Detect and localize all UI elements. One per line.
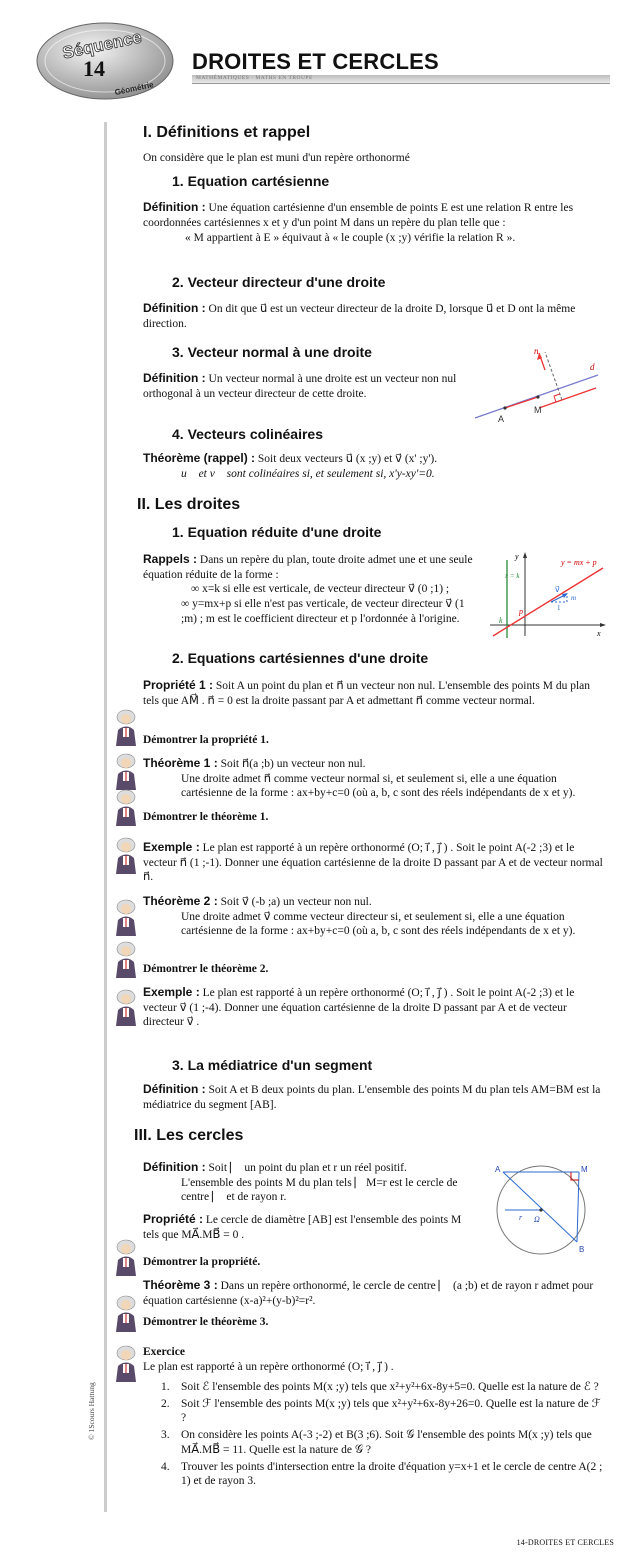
definition-text-2: L'ensemble des points M du plan tels ⎸M=r est le cercle de centre ⎸ et de rayon r.	[181, 1176, 458, 1204]
exercise-item-text: Soit ℰ l'ensemble des points M(x ;y) tels que x²+y²+6x-8y+5=0. Quelle est la nature de ℰ ?	[181, 1381, 599, 1393]
copyright-notice: © 1Scours Hattung	[87, 1382, 96, 1440]
fig-label-omega: Ω	[534, 1215, 540, 1224]
definition-label: Définition :	[143, 371, 206, 385]
exercise-item-number: 3.	[161, 1429, 170, 1442]
theorem-label: Théorème 1 :	[143, 756, 218, 770]
demonstrate-property: Démontrer la propriété.	[143, 1256, 261, 1268]
propriete-cercle	[143, 1212, 463, 1242]
theorem-label: Théorème 2 :	[143, 894, 218, 908]
definition-label: Définition :	[143, 1082, 206, 1096]
exercise-item	[143, 1397, 603, 1426]
fig-label-k: k	[499, 616, 503, 625]
s1-sub3-title: 3. Vecteur normal à une droite	[172, 344, 372, 360]
fig-label-v: v⃗	[555, 585, 560, 594]
definition-vecteur-normal	[143, 371, 458, 401]
theorem-text: Soit v⃗ (-b ;a) un vecteur non nul.	[220, 896, 372, 908]
professor-icon	[112, 836, 140, 876]
fig-label-b: B	[579, 1245, 585, 1254]
bullet-non-vertical: ∞ y=mx+p si elle n'est pas verticale, de vecteur directeur v⃗ (1 ;m) ; m est le coefficient directeur et p l'ordonnée à l'origine.	[181, 598, 465, 625]
page-footer: 14-DROITES ET CERCLES	[516, 1538, 614, 1547]
definition-text: Un vecteur normal à une droite est un vecteur non nul orthogonal à un vecteur directeur de cette droite.	[143, 373, 457, 400]
definition-text: Une équation cartésienne d'un ensemble de points E est une relation R entre les coordonnées cartésiennes x et y d'un point M dans un repère du plan telle que :	[143, 202, 574, 229]
fig-label-d: d	[590, 362, 595, 372]
theoreme-3	[143, 1278, 603, 1308]
example-label: Exemple :	[143, 840, 200, 854]
professor-icon	[112, 898, 140, 938]
theorem-text: Soit deux vecteurs u⃗ (x ;y) et v⃗ (x' ;y').	[257, 453, 438, 465]
exercise-item-text: Trouver les points d'intersection entre la droite d'équation y=x+1 et le cercle de centre A(2 ; 1) et de rayon 3.	[181, 1460, 603, 1488]
professor-icon	[112, 1238, 140, 1278]
fig-label-p: p	[519, 607, 523, 616]
exercise-intro: Le plan est rapporté à un repère orthonormé (O; i⃗ , j⃗ ) .	[143, 1361, 394, 1373]
definition-label: Définition :	[143, 1160, 206, 1174]
badge-number: 14	[83, 56, 105, 81]
exercise-item-number: 4.	[161, 1460, 170, 1473]
theorem-text: Dans un repère orthonormé, le cercle de centre ⎸ (a ;b) et de rayon r admet pour équation cartésienne (x-a)²+(y-b)²=r².	[143, 1280, 594, 1307]
section-3-title: III. Les cercles	[134, 1127, 244, 1144]
exercise-item	[143, 1428, 603, 1457]
fig-label-r: r	[519, 1213, 523, 1222]
definition-text: On dit que u⃗ est un vecteur directeur de la droite D, lorsque u⃗ et D ont la même direction.	[143, 303, 576, 330]
exercise-item-number: 2.	[161, 1397, 170, 1410]
demonstrate-theorem-1: Démontrer le théorème 1.	[143, 811, 269, 823]
theorem-text-2: Une droite admet v⃗ comme vecteur directeur si, et seulement si, elle a une équation cartésienne de la forme : ax+by+c=0 (où a, b, c sont des réels indépendants de x et y).	[181, 910, 576, 938]
example-text: Le plan est rapporté à un repère orthonormé (O; i⃗ , j⃗ ) . Soit le point A(-2 ;3) et le vecteur v⃗ (1 ;-4). Donner une équation cartésienne de la droite D passant par A et de vecteur directeur v⃗ .	[143, 987, 575, 1029]
definition-mediatrice	[143, 1082, 603, 1112]
fig-label-m: m	[571, 594, 577, 602]
s2-sub2-title: 2. Equations cartésiennes d'une droite	[172, 650, 429, 666]
exercise-item	[143, 1380, 603, 1395]
definition-text: Soit ⎸ un point du plan et r un réel positif.	[208, 1162, 407, 1174]
margin-line	[104, 122, 107, 1512]
s1-sub1-title: 1. Equation cartésienne	[172, 173, 330, 189]
badge-subject: Géométrie	[113, 80, 155, 98]
rappels-equation-reduite	[143, 552, 478, 627]
theorem-text-2: u⃗ et v⃗ sont colinéaires si, et seulement si, x'y-xy'=0.	[181, 467, 435, 480]
demonstrate-property-1: Démontrer la propriété 1.	[143, 734, 269, 746]
demonstrate-theorem-2: Démontrer le théorème 2.	[143, 963, 269, 975]
professor-icon	[112, 752, 140, 792]
title-underline-bar	[192, 75, 610, 84]
fig-label-ymxp: y = mx + p	[561, 558, 597, 567]
rappels-label: Rappels :	[143, 552, 198, 566]
property-label: Propriété 1 :	[143, 678, 214, 692]
professor-icon	[112, 1344, 140, 1384]
title-bar-text: MATHÉMATIQUES · MATHS EN TROUPE	[196, 75, 313, 81]
professor-icon	[112, 708, 140, 748]
exercise-title: Exercice	[143, 1346, 185, 1358]
page-title: DROITES ET CERCLES	[192, 49, 439, 74]
theorem-text-2: Une droite admet n⃗ comme vecteur normal si, et seulement si, elle a une équation cartésienne de la forme : ax+by+c=0 (où a, b, c sont des réels indépendants de x et y).	[181, 772, 576, 800]
definition-equation-cartesienne	[143, 200, 603, 246]
property-text: Le cercle de diamètre [AB] est l'ensemble des points M tels que MA⃗.MB⃗ = 0 .	[143, 1214, 462, 1241]
s2-sub1-title: 1. Equation réduite d'une droite	[172, 524, 382, 540]
badge-word: Séquence	[60, 27, 144, 63]
fig-label-a: A	[498, 414, 505, 424]
reduced-equation-figure	[485, 550, 610, 640]
fig-label-xk: x = k	[505, 572, 520, 580]
property-label: Propriété :	[143, 1212, 204, 1226]
theoreme-colineaires	[143, 451, 603, 481]
fig-label-n: n⃗	[534, 346, 546, 356]
section-1-intro: On considère que le plan est muni d'un repère orthonormé	[143, 152, 410, 164]
theorem-label: Théorème 3 :	[143, 1278, 218, 1292]
exercise-item-number: 1.	[161, 1381, 170, 1393]
s1-sub4-title: 4. Vecteurs colinéaires	[172, 426, 323, 442]
example-text: Le plan est rapporté à un repère orthonormé (O; i⃗ , j⃗ ) . Soit le point A(-2 ;3) et le vecteur n⃗ (1 ;-1). Donner une équation cartésienne de la droite D passant par A et de vecteur normal n⃗.	[143, 842, 603, 884]
definition-text: Soit A et B deux points du plan. L'ensemble des points M du plan tels AM=BM est la médiatrice du segment [AB].	[143, 1084, 601, 1111]
professor-icon	[112, 788, 140, 828]
rappels-text: Dans un repère du plan, toute droite admet une et une seule équation réduite de la forme :	[143, 554, 473, 581]
example-label: Exemple :	[143, 985, 200, 999]
theorem-text: Soit n⃗(a ;b) un vecteur non nul.	[220, 758, 366, 770]
exemple-1	[143, 840, 603, 885]
section-1-title: I. Définitions et rappel	[143, 124, 311, 141]
fig-label-m: M	[534, 405, 542, 415]
circle-figure	[485, 1160, 605, 1260]
exercise-item	[143, 1460, 603, 1489]
propriete-1	[143, 678, 603, 708]
fig-label-m: M	[581, 1165, 588, 1174]
section-2-title: II. Les droites	[137, 496, 241, 513]
fig-label-y: y	[515, 552, 519, 561]
property-text: Soit A un point du plan et n⃗ un vecteur non nul. L'ensemble des points M du plan tels que AM⃗ . n⃗ = 0 est la droite passant par A et admettant n⃗ comme vecteur normal.	[143, 680, 591, 707]
exercise-item-text: Soit ℱ l'ensemble des points M(x ;y) tels que x²+y²+6x-8y+26=0. Quelle est la nature de ℱ ?	[181, 1397, 601, 1425]
theoreme-2	[143, 894, 603, 939]
exercise-list	[143, 1380, 603, 1491]
definition-label: Définition :	[143, 200, 206, 214]
exercise-item-text: On considère les points A(-3 ;-2) et B(3 ;6). Soit 𝒢 l'ensemble des points M(x ;y) tels que MA⃗.MB⃗ = 11. Quelle est la nature de 𝒢 ?	[181, 1429, 592, 1456]
bullet-vertical: ∞ x=k si elle est verticale, de vecteur directeur v⃗ (0 ;1) ;	[191, 583, 450, 596]
fig-label-a: A	[495, 1165, 501, 1174]
definition-cercle	[143, 1160, 483, 1205]
fig-label-one: 1	[557, 604, 561, 612]
exemple-2	[143, 985, 603, 1030]
fig-label-x: x	[597, 629, 601, 638]
theorem-label: Théorème (rappel) :	[143, 451, 256, 465]
professor-icon	[112, 988, 140, 1028]
theoreme-1	[143, 756, 603, 801]
professor-icon	[112, 940, 140, 980]
normal-vector-figure	[470, 340, 605, 430]
definition-label: Définition :	[143, 301, 206, 315]
sequence-badge-logo	[35, 20, 175, 102]
definition-quote: « M appartient à E » équivaut à « le couple (x ;y) vérifie la relation R ».	[185, 232, 516, 245]
s2-sub3-title: 3. La médiatrice d'un segment	[172, 1057, 373, 1073]
s1-sub2-title: 2. Vecteur directeur d'une droite	[172, 274, 386, 290]
demonstrate-theorem-3: Démontrer le théorème 3.	[143, 1316, 269, 1328]
professor-icon	[112, 1294, 140, 1334]
definition-vecteur-directeur	[143, 301, 603, 331]
